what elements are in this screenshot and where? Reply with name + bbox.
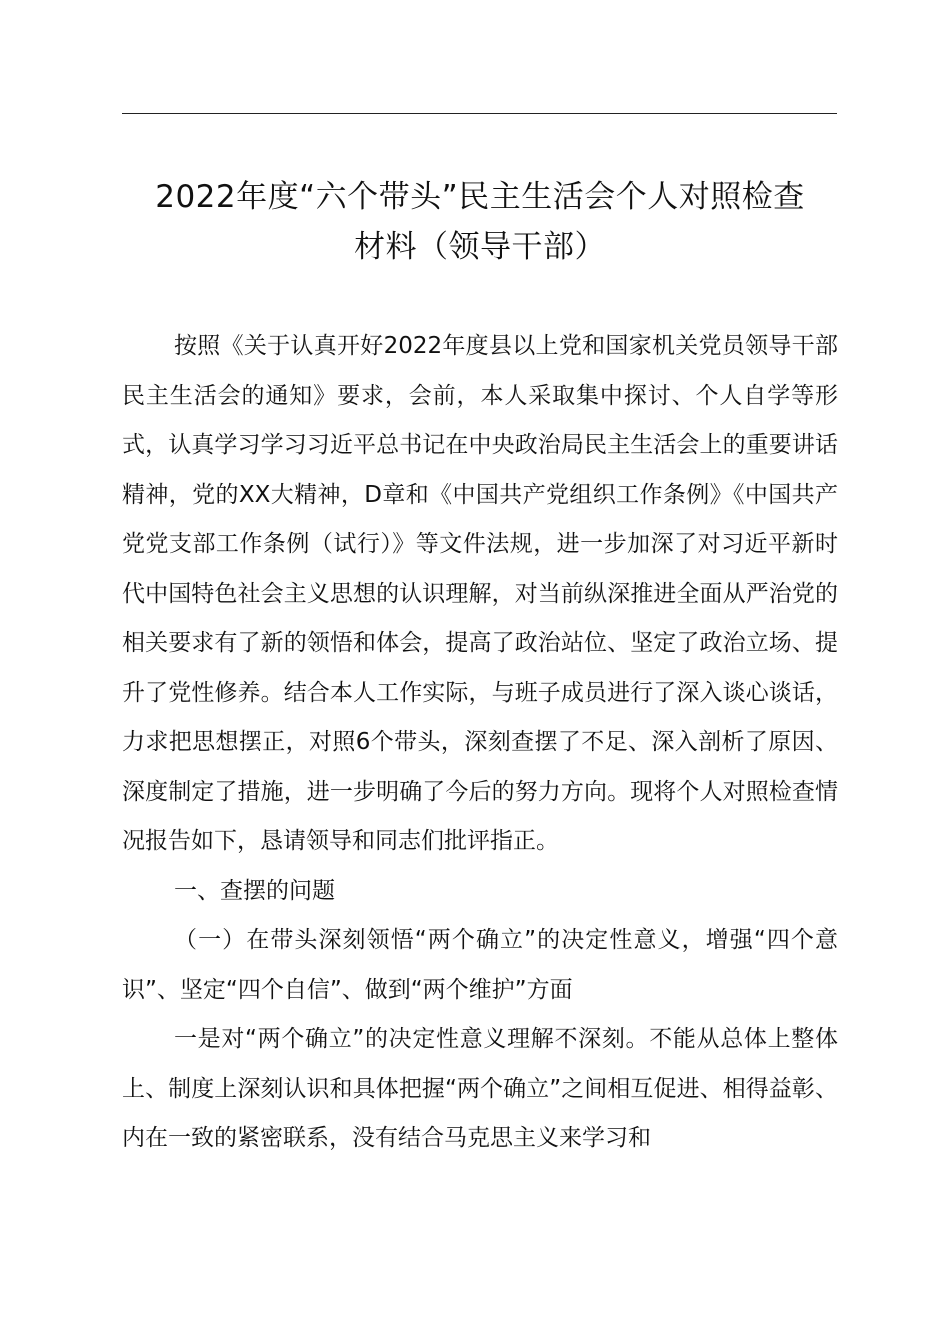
document-body [122, 322, 838, 1164]
section-heading: 一、查摆的问题 [174, 877, 335, 904]
document-title [110, 172, 850, 272]
subsection-heading: （一）在带头深刻领悟“两个确立”的决定性意义，增强“四个意识”、坚定“四个自信”、做到“两个维护”方面 [122, 927, 838, 1003]
header-rule [122, 113, 837, 114]
item-paragraph: 一是对“两个确立”的决定性意义理解不深刻。不能从总体上整体上、制度上深刻认识和具体把握“两个确立”之间相互促进、相得益彰、内在一致的紧密联系，没有结合马克思主义来学习和 [122, 1026, 838, 1151]
title-line-2: 材料（领导干部） [354, 229, 606, 265]
intro-paragraph: 按照《关于认真开好2022年度县以上党和国家机关党员领导干部民主生活会的通知》要求，会前，本人采取集中探讨、个人自学等形式，认真学习学习习近平总书记在中央政治局民主生活会上的重要讲话精神，党的XX大精神，D章和《中国共产党组织工作条例》《中国共产党党支部工作条例（试行）》等文件法规，进一步加深了对习近平新时代中国特色社会主义思想的认识理解，对当前纵深推进全面从严治党的相关要求有了新的领悟和体会，提高了政治站位、坚定了政治立场、提升了党性修养。结合本人工作实际，与班子成员进行了深入谈心谈话，力求把思想摆正，对照6个带头，深刻查摆了不足、深入剖析了原因、深度制定了措施，进一步明确了今后的努力方向。现将个人对照检查情况报告如下，恳请领导和同志们批评指正。 [122, 333, 838, 854]
title-line-1: 2022年度“六个带头”民主生活会个人对照检查 [155, 179, 805, 215]
